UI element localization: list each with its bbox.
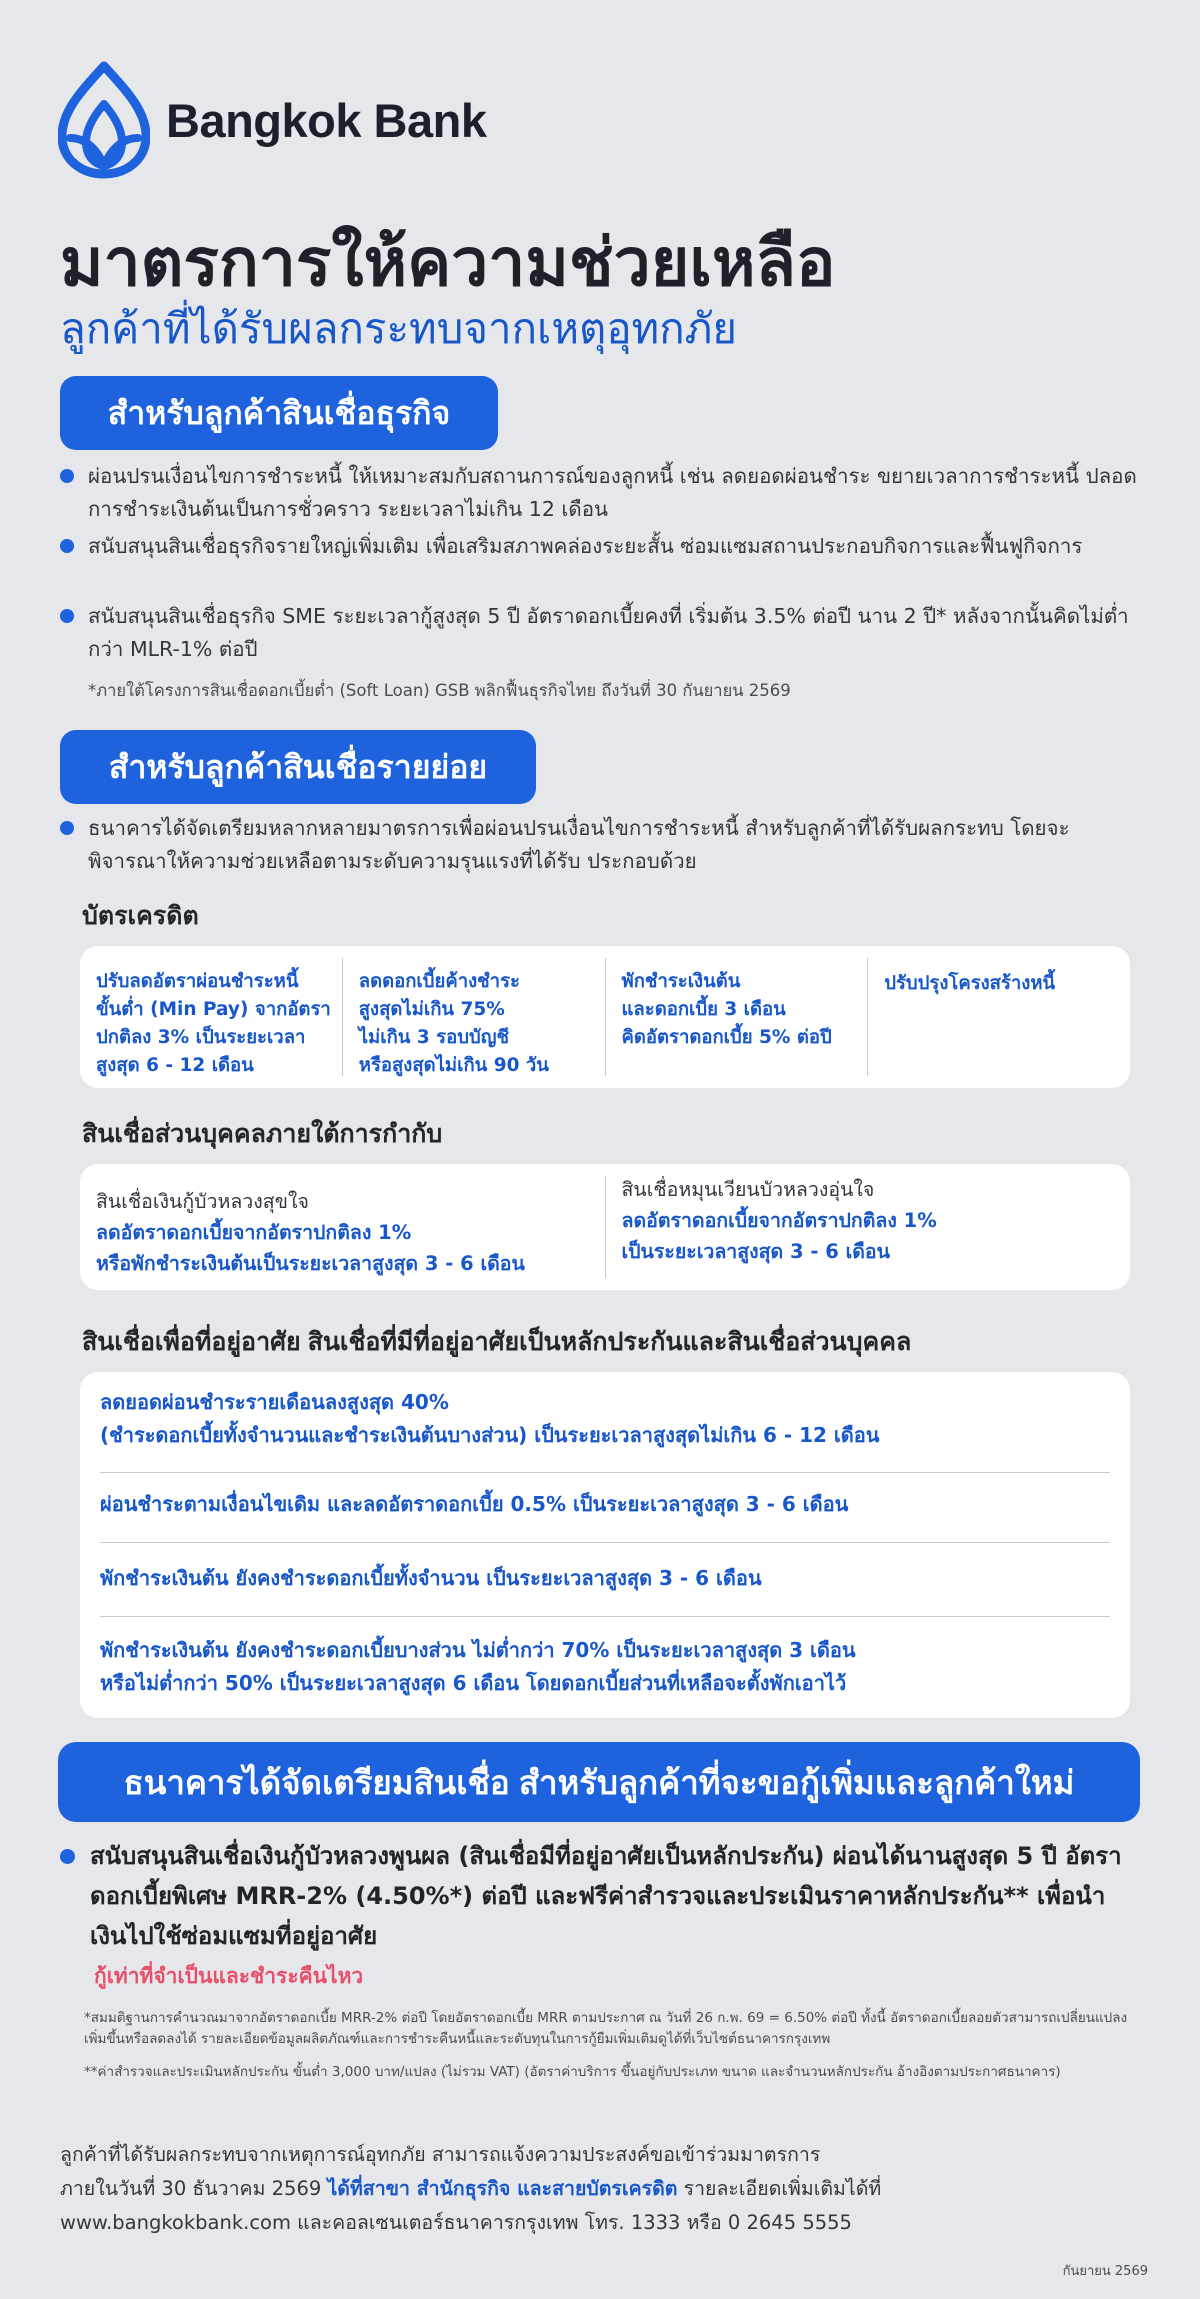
credit-card-measures (80, 946, 1130, 1088)
housing-measure-2: ผ่อนชำระตามเงื่อนไขเดิม และลดอัตราดอกเบี้ย 0.5% เป็นระยะเวลาสูงสุด 3 - 6 เดือน (100, 1492, 849, 1516)
personal-loan-item: สินเชื่อเงินกู้บัวหลวงสุขใจ ลดอัตราดอกเบี้ยจากอัตราปกติลง 1% หรือพักชำระเงินต้นเป็นระยะเวลาสูงสุด 3 - 6 เดือน (80, 1176, 606, 1278)
credit-card-measure: พักชำระเงินต้น และดอกเบี้ย 3 เดือน คิดอัตราดอกเบี้ย 5% ต่อปี (606, 958, 869, 1076)
borrow-warning: กู้เท่าที่จำเป็นและชำระคืนไหว (94, 1964, 364, 1988)
bullet-icon (60, 1849, 75, 1864)
retail-section-heading: สำหรับลูกค้าสินเชื่อรายย่อย (60, 730, 536, 804)
divider (100, 1472, 1110, 1473)
business-bullet-1: ผ่อนปรนเงื่อนไขการชำระหนี้ ให้เหมาะสมกับสถานการณ์ของลูกหนี้ เช่น ลดยอดผ่อนชำระ ขยายเวลาการชำระหนี้ ปลอดการชำระเงินต้นเป็นการชั่วคราว ระยะเวลาไม่เกิน 12 เดือน (60, 460, 1140, 526)
housing-measure-1: ลดยอดผ่อนชำระรายเดือนลงสูงสุด 40% (ชำระดอกเบี้ยทั้งจำนวนและชำระเงินต้นบางส่วน) เป็นระยะเวลาสูงสุดไม่เกิน 6 - 12 เดือน (100, 1390, 880, 1447)
fine-print-2: **ค่าสำรวจและประเมินหลักประกัน ขั้นต่ำ 3,000 บาท/แปลง (ไม่รวม VAT) (อัตราค่าบริการ ขึ้นอยู่กับประเภท ขนาด และจำนวนหลักประกัน อ้างอิงตามประกาศธนาคาร) (84, 2064, 1061, 2080)
contact-website-phone: www.bangkokbank.com และคอลเซนเตอร์ธนาคารกรุงเทพ โทร. 1333 หรือ 0 2645 5555 (60, 2211, 852, 2234)
new-loan-bullet: สนับสนุนสินเชื่อเงินกู้บัวหลวงพูนผล (สินเชื่อมีที่อยู่อาศัยเป็นหลักประกัน) ผ่อนได้นานสูงสุด 5 ปี อัตราดอกเบี้ยพิเศษ MRR-2% (4.50%*) ต่อปี และฟรีค่าสำรวจและประเมินราคาหลักประกัน** เพื่อนำเงินไปใช้ซ่อมแซมที่อยู่อาศัย (60, 1836, 1140, 1956)
personal-loan-item: สินเชื่อหมุนเวียนบัวหลวงอุ่นใจ ลดอัตราดอกเบี้ยจากอัตราปกติลง 1% เป็นระยะเวลาสูงสุด 3 - 6 เดือน (621, 1178, 937, 1263)
bank-name: Bangkok Bank (166, 93, 487, 147)
contact-info: ลูกค้าที่ได้รับผลกระทบจากเหตุการณ์อุทกภัย สามารถแจ้งความประสงค์ขอเข้าร่วมมาตรการ ภายในวันที่ 30 ธันวาคม 2569 ได้ที่สาขา สำนักธุรกิจ และสายบัตรเครดิต รายละเอียดเพิ่มเติมได้ที่ www.bangkokbank.com และคอลเซนเตอร์ธนาคารกรุงเทพ โทร. 1333 หรือ 0 2645 5555 (60, 2138, 1140, 2240)
retail-intro: ธนาคารได้จัดเตรียมหลากหลายมาตรการเพื่อผ่อนปรนเงื่อนไขการชำระหนี้ สำหรับลูกค้าที่ได้รับผลกระทบ โดยจะพิจารณาให้ความช่วยเหลือตามระดับความรุนแรงที่ได้รับ ประกอบด้วย (60, 812, 1140, 878)
new-loan-heading: ธนาคารได้จัดเตรียมสินเชื่อ สำหรับลูกค้าที่จะขอกู้เพิ่มและลูกค้าใหม่ (58, 1742, 1140, 1822)
bank-logo (58, 60, 486, 180)
business-footnote: *ภายใต้โครงการสินเชื่อดอกเบี้ยต่ำ (Soft Loan) GSB พลิกฟื้นธุรกิจไทย ถึงวันที่ 30 กันยายน 2569 (88, 681, 791, 700)
bullet-icon (60, 469, 74, 483)
bullet-icon (60, 539, 74, 553)
business-section-heading: สำหรับลูกค้าสินเชื่อธุรกิจ (60, 376, 498, 450)
issue-date: กันยายน 2569 (1062, 2264, 1148, 2279)
page-subtitle: ลูกค้าที่ได้รับผลกระทบจากเหตุอุทกภัย (60, 305, 737, 352)
personal-loan-heading: สินเชื่อส่วนบุคคลภายใต้การกำกับ (82, 1120, 443, 1148)
page-title: มาตรการให้ความช่วยเหลือ (60, 225, 836, 299)
housing-measure-4: พักชำระเงินต้น ยังคงชำระดอกเบี้ยบางส่วน ไม่ต่ำกว่า 70% เป็นระยะเวลาสูงสุด 3 เดือน หรือไม่ต่ำกว่า 50% เป็นระยะเวลาสูงสุด 6 เดือน โดยดอกเบี้ยส่วนที่เหลือจะตั้งพักเอาไว้ (100, 1638, 856, 1695)
credit-card-heading: บัตรเครดิต (82, 902, 199, 930)
credit-card-measure: ลดดอกเบี้ยค้างชำระ สูงสุดไม่เกิน 75% ไม่เกิน 3 รอบบัญชี หรือสูงสุดไม่เกิน 90 วัน (343, 958, 606, 1076)
lotus-logo-icon (58, 60, 150, 180)
personal-loan-measures (80, 1164, 1130, 1290)
business-bullet-3: สนับสนุนสินเชื่อธุรกิจ SME ระยะเวลากู้สูงสุด 5 ปี อัตราดอกเบี้ยคงที่ เริ่มต้น 3.5% ต่อปี นาน 2 ปี* หลังจากนั้นคิดไม่ต่ำกว่า MLR-1% ต่อปี (60, 600, 1140, 666)
divider (100, 1542, 1110, 1543)
housing-loan-heading: สินเชื่อเพื่อที่อยู่อาศัย สินเชื่อที่มีที่อยู่อาศัยเป็นหลักประกันและสินเชื่อส่วนบุคคล (82, 1328, 912, 1356)
fine-print-1: *สมมติฐานการคำนวณมาจากอัตราดอกเบี้ย MRR-2% ต่อปี โดยอัตราดอกเบี้ย MRR ตามประกาศ ณ วันที่ 26 ก.พ. 69 = 6.50% ต่อปี ทั้งนี้ อัตราดอกเบี้ยลอยตัวสามารถเปลี่ยนแปลงเพิ่มขึ้นหรือลดลงได้ รายละเอียดข้อมูลผลิตภัณฑ์และการชำระคืนหนี้และระดับทุนในการกู้ยืมเพิ่มเติมดูได้ที่เว็บไซต์ธนาคารกรุงเทพ (84, 2010, 1128, 2047)
business-bullet-2: สนับสนุนสินเชื่อธุรกิจรายใหญ่เพิ่มเติม เพื่อเสริมสภาพคล่องระยะสั้น ซ่อมแซมสถานประกอบกิจการและฟื้นฟูกิจการ (60, 530, 1140, 563)
divider (100, 1616, 1110, 1617)
housing-measure-3: พักชำระเงินต้น ยังคงชำระดอกเบี้ยทั้งจำนวน เป็นระยะเวลาสูงสุด 3 - 6 เดือน (100, 1566, 762, 1590)
credit-card-measure: ปรับปรุงโครงสร้างหนี้ (884, 973, 1056, 994)
housing-loan-measures (80, 1372, 1130, 1718)
credit-card-measure: ปรับลดอัตราผ่อนชำระหนี้ ขั้นต่ำ (Min Pay) จากอัตรา ปกติลง 3% เป็นระยะเวลา สูงสุด 6 - 12 เดือน (80, 958, 343, 1076)
bullet-icon (60, 609, 74, 623)
bullet-icon (60, 821, 74, 835)
